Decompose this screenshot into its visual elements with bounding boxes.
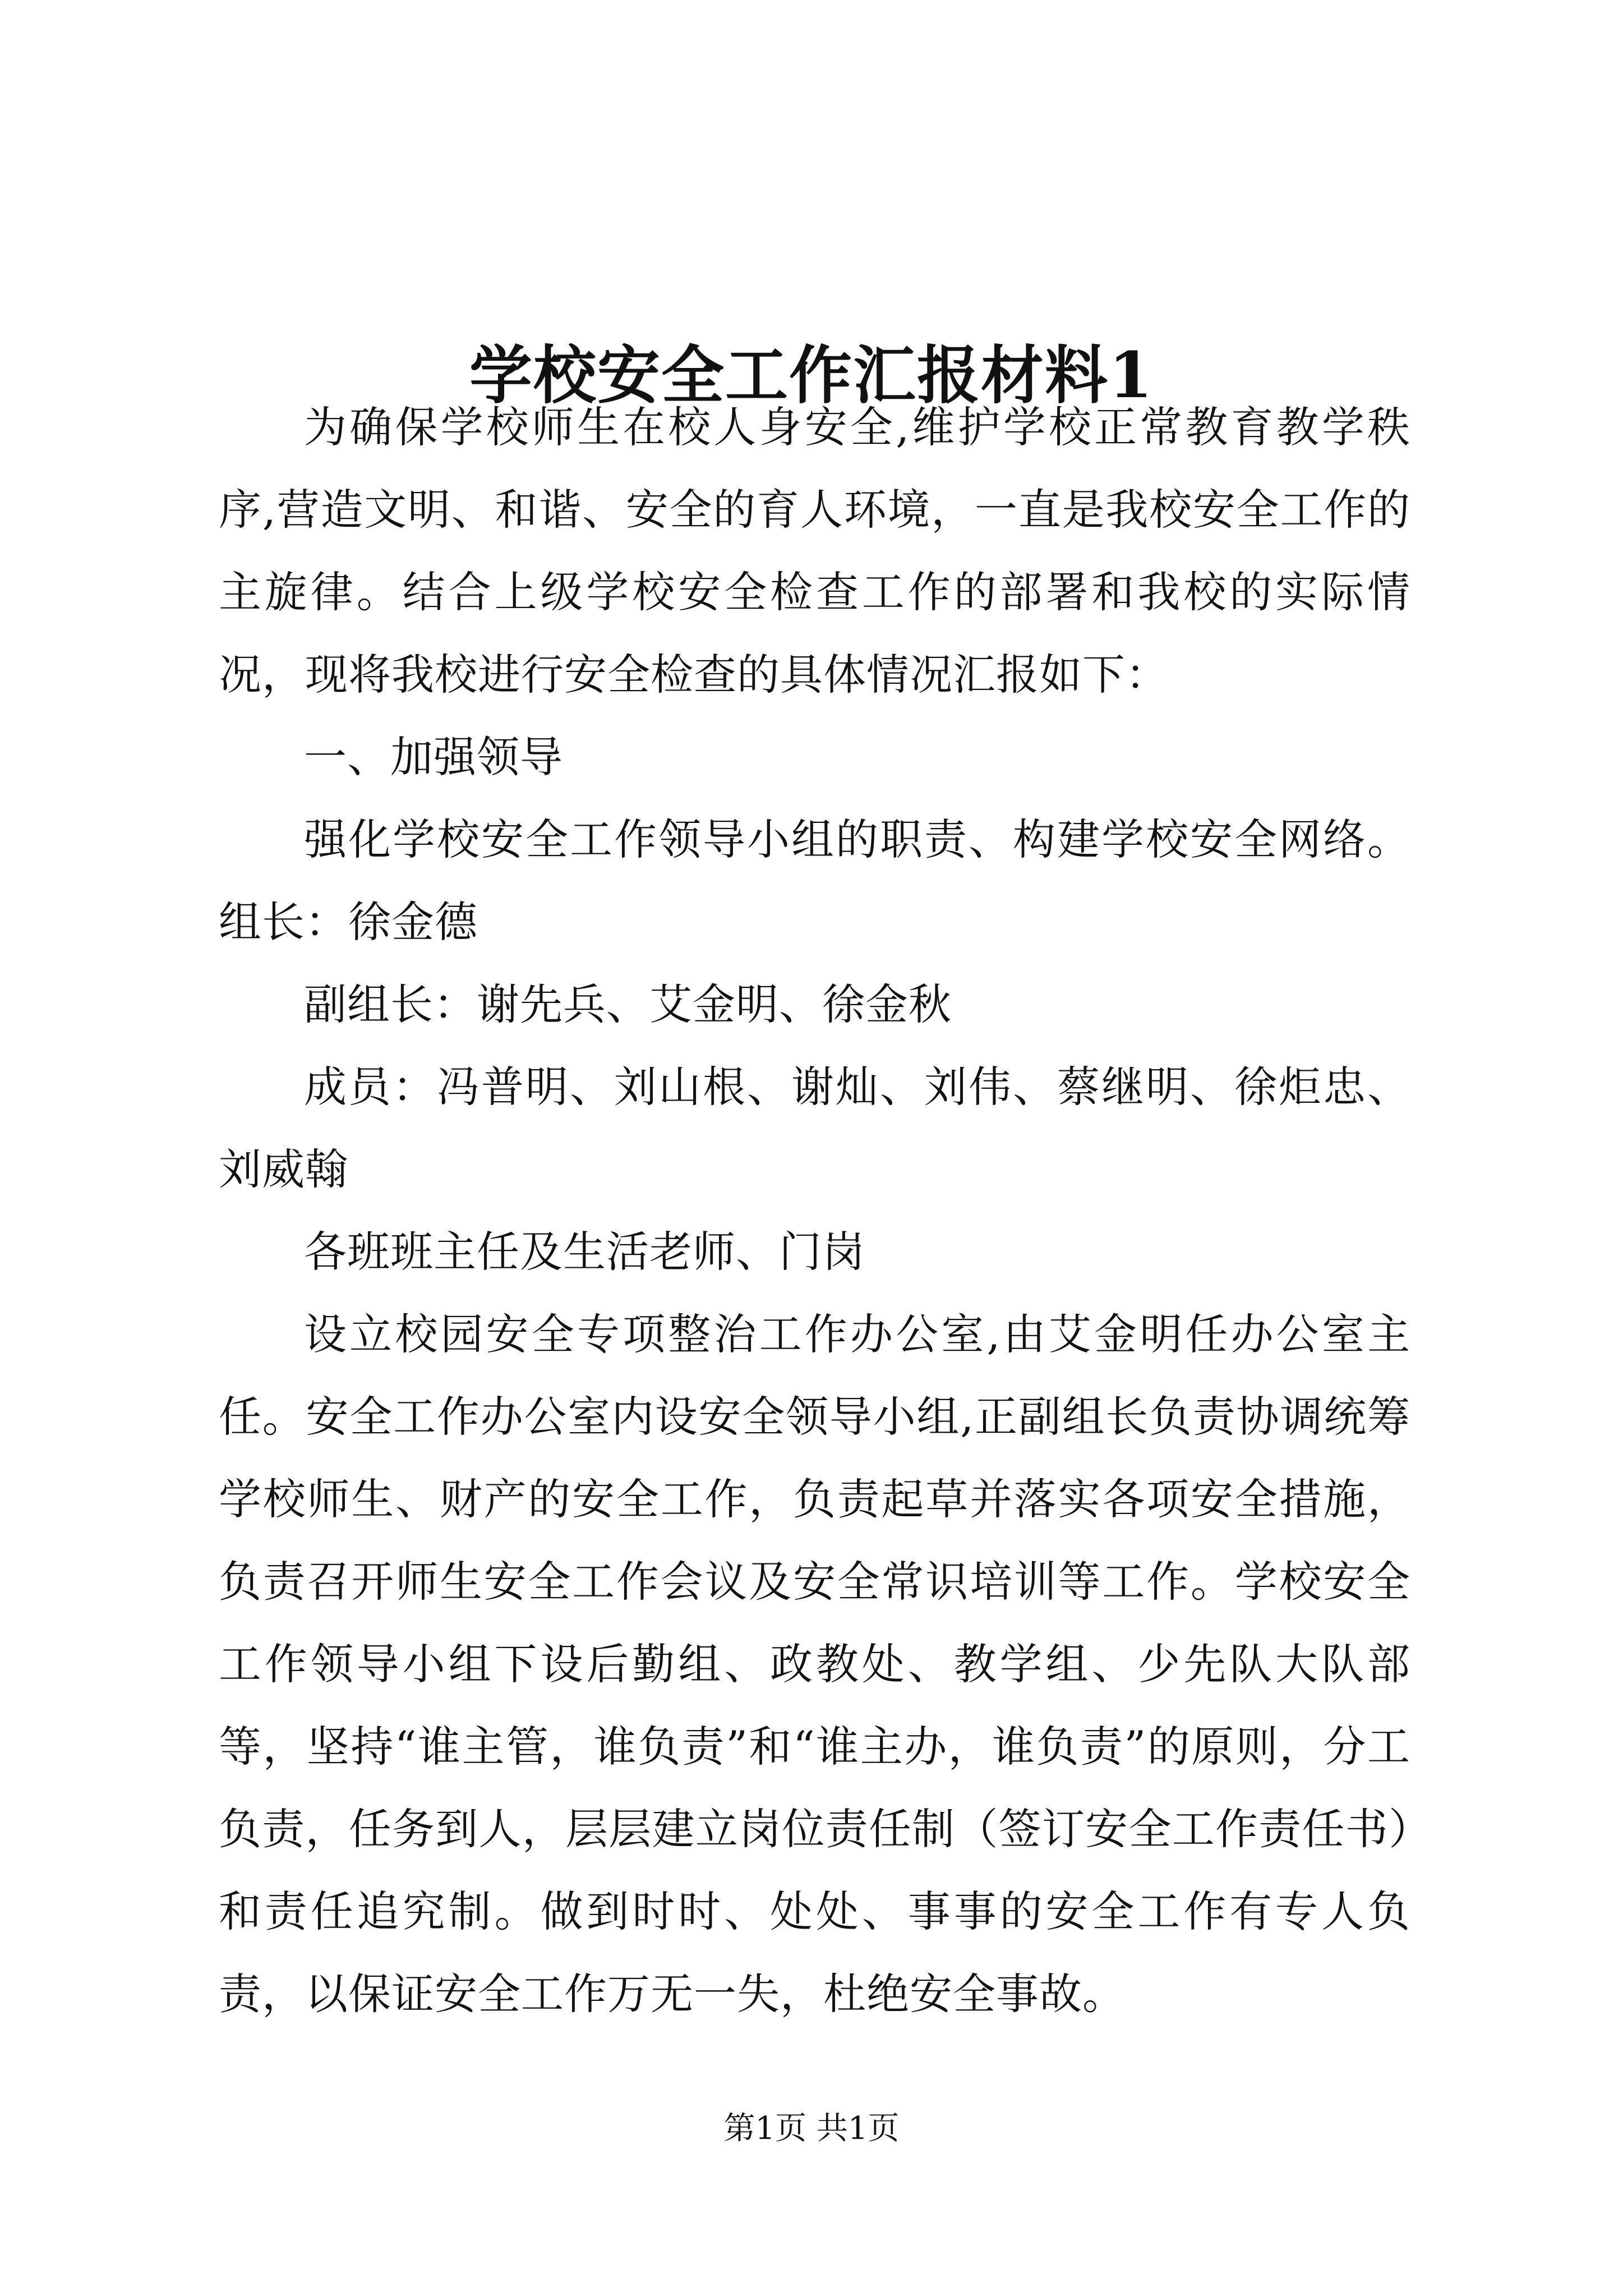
page-number-footer: 第1页 共1页 xyxy=(723,2110,900,2147)
document-title: 学校安全工作汇报材料1 xyxy=(469,339,1154,413)
paragraph-intro: 为确保学校师生在校人身安全,维护学校正常教育教学秩序,营造文明、和谐、安全的育人环境，一直是我校安全工作的主旋律。结合上级学校安全检查工作的部署和我校的实际情况，现将我校进行安全检查的具体情况汇报如下： xyxy=(219,402,1410,700)
document-body xyxy=(219,386,1410,2035)
section-heading: 一、加强领导 xyxy=(304,732,563,782)
paragraph-members: 成员：冯普明、刘山根、谢灿、刘伟、蔡继明、徐炬忠、刘威翰 xyxy=(219,1062,1410,1194)
paragraph-leadership: 强化学校安全工作领导小组的职责、构建学校安全网络。组长：徐金德 xyxy=(219,815,1410,947)
paragraph-office: 设立校园安全专项整治工作办公室,由艾金明任办公室主任。安全工作办公室内设安全领导小组,正副组长负责协调统筹学校师生、财产的安全工作，负责起草并落实各项安全措施，负责召开师生安全工作会议及安全常识培训等工作。学校安全工作领导小组下设后勤组、政教处、教学组、少先队大队部等，坚持“谁主管，谁负责”和“谁主办，谁负责”的原则，分工负责，任务到人，层层建立岗位责任制（签订安全工作责任书）和责任追究制。做到时时、处处、事事的安全工作有专人负责，以保证安全工作万无一失，杜绝安全事故。 xyxy=(219,1309,1410,2019)
paragraph-class-staff: 各班班主任及生活老师、门岗 xyxy=(304,1227,865,1277)
paragraph-deputy-leaders: 副组长：谢先兵、艾金明、徐金秋 xyxy=(304,979,952,1029)
